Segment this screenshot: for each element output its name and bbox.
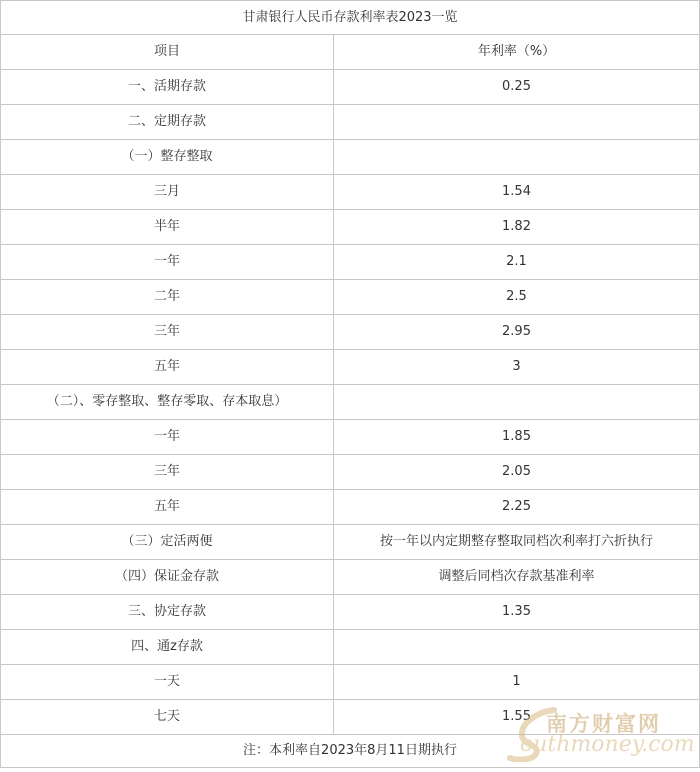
table-row bbox=[1, 175, 700, 210]
table-row bbox=[1, 280, 700, 315]
row-item: （二）、零存整取、整存零取、存本取息） bbox=[1, 385, 334, 420]
table-row bbox=[1, 245, 700, 280]
table-row bbox=[1, 385, 700, 420]
table-row bbox=[1, 630, 700, 665]
row-item: 二、定期存款 bbox=[1, 105, 334, 140]
row-item: 一天 bbox=[1, 665, 334, 700]
watermark-cn: 南方财富网 bbox=[546, 711, 661, 736]
table-header-row bbox=[1, 35, 700, 70]
row-item: 二年 bbox=[1, 280, 334, 315]
row-rate bbox=[334, 385, 700, 420]
table-row bbox=[1, 665, 700, 700]
row-item: 半年 bbox=[1, 210, 334, 245]
row-item: 五年 bbox=[1, 350, 334, 385]
table-note: 注：本利率自2023年8月11日期执行 bbox=[1, 735, 700, 768]
table-row bbox=[1, 455, 700, 490]
table-row bbox=[1, 105, 700, 140]
table-row bbox=[1, 350, 700, 385]
watermark-en: outhmoney.com bbox=[520, 732, 695, 757]
row-item: 一、活期存款 bbox=[1, 70, 334, 105]
table-row bbox=[1, 560, 700, 595]
row-item: （四）保证金存款 bbox=[1, 560, 334, 595]
row-item: 一年 bbox=[1, 420, 334, 455]
row-item: （一）整存整取 bbox=[1, 140, 334, 175]
row-item: 五年 bbox=[1, 490, 334, 525]
header-rate: 年利率（%） bbox=[334, 35, 700, 70]
row-rate: 调整后同档次存款基准利率 bbox=[334, 560, 700, 595]
row-rate: 2.1 bbox=[334, 245, 700, 280]
row-rate: 2.25 bbox=[334, 490, 700, 525]
row-rate: 1.85 bbox=[334, 420, 700, 455]
table-row bbox=[1, 595, 700, 630]
row-rate bbox=[334, 140, 700, 175]
table-row bbox=[1, 315, 700, 350]
row-rate: 3 bbox=[334, 350, 700, 385]
row-item: 三年 bbox=[1, 455, 334, 490]
table-row bbox=[1, 420, 700, 455]
row-item: 七天 bbox=[1, 700, 334, 735]
row-item: 三月 bbox=[1, 175, 334, 210]
row-rate: 2.95 bbox=[334, 315, 700, 350]
table-row bbox=[1, 210, 700, 245]
row-item: 四、通z存款 bbox=[1, 630, 334, 665]
row-item: 三年 bbox=[1, 315, 334, 350]
header-item: 项目 bbox=[1, 35, 334, 70]
table-row bbox=[1, 700, 700, 735]
table-title-row bbox=[1, 1, 700, 35]
table-row bbox=[1, 490, 700, 525]
row-item: 三、协定存款 bbox=[1, 595, 334, 630]
table-row bbox=[1, 140, 700, 175]
row-rate: 1.55 bbox=[334, 700, 700, 735]
row-rate: 2.5 bbox=[334, 280, 700, 315]
table-row bbox=[1, 525, 700, 560]
row-rate: 1.54 bbox=[334, 175, 700, 210]
row-rate: 按一年以内定期整存整取同档次利率打六折执行 bbox=[334, 525, 700, 560]
row-rate bbox=[334, 105, 700, 140]
row-item: 一年 bbox=[1, 245, 334, 280]
table-title: 甘肃银行人民币存款利率表2023一览 bbox=[1, 1, 700, 35]
row-rate: 2.05 bbox=[334, 455, 700, 490]
table-row bbox=[1, 70, 700, 105]
row-rate: 0.25 bbox=[334, 70, 700, 105]
row-rate: 1.35 bbox=[334, 595, 700, 630]
row-rate: 1.82 bbox=[334, 210, 700, 245]
row-item: （三）定活两便 bbox=[1, 525, 334, 560]
table-note-row bbox=[1, 735, 700, 768]
row-rate: 1 bbox=[334, 665, 700, 700]
row-rate bbox=[334, 630, 700, 665]
